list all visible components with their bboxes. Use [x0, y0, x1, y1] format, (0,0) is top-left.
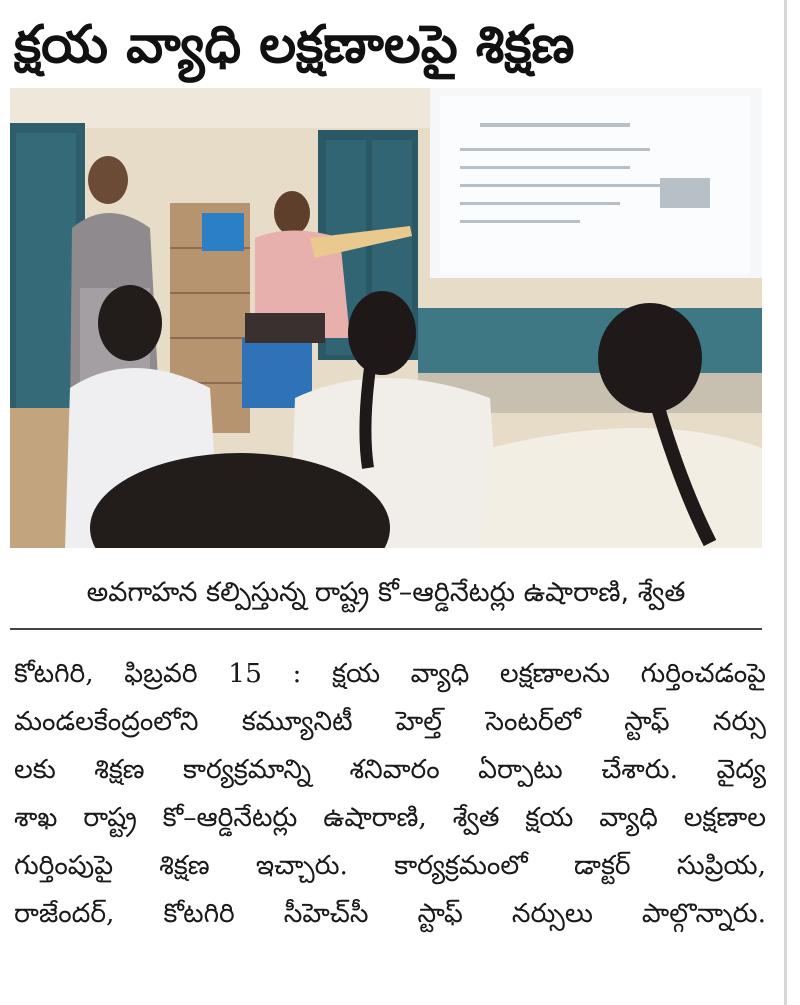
article-photo	[10, 88, 762, 548]
body-line: రాజేందర్, కోటగిరి సీహెచ్‌సీ స్టాఫ్ నర్సులు పాల్గొన్నారు.	[14, 898, 766, 929]
body-line: గుర్తింపుపై శిక్షణ ఇచ్చారు. కార్యక్రమంలో డాక్టర్ సుప్రియ,	[14, 850, 766, 881]
photo-caption: అవగాహన కల్పిస్తున్న రాష్ట్ర కో–ఆర్డినేటర్లు ఉషారాణి, శ్వేత	[86, 577, 686, 608]
body-line: లకు శిక్షణ కార్యక్రమాన్ని శనివారం ఏర్పాటు చేశారు. వైద్య	[14, 754, 766, 785]
column-rule	[784, 0, 787, 1005]
article-body	[14, 650, 766, 938]
body-line: కోటగిరి, ఫిబ్రవరి 15 : క్షయ వ్యాధి లక్షణాలను గుర్తించడంపై	[14, 658, 766, 689]
caption-divider	[10, 628, 762, 630]
body-line: శాఖ రాష్ట్ర కో–ఆర్డినేటర్లు ఉషారాణి, శ్వేత క్షయ వ్యాధి లక్షణాల	[14, 802, 766, 833]
headline: క్షయ వ్యాధి లక్షణాలపై శిక్షణ	[14, 15, 575, 75]
body-line: మండలకేంద్రంలోని కమ్యూనిటీ హెల్త్ సెంటర్‌లో స్టాఫ్ నర్సు	[14, 706, 766, 737]
